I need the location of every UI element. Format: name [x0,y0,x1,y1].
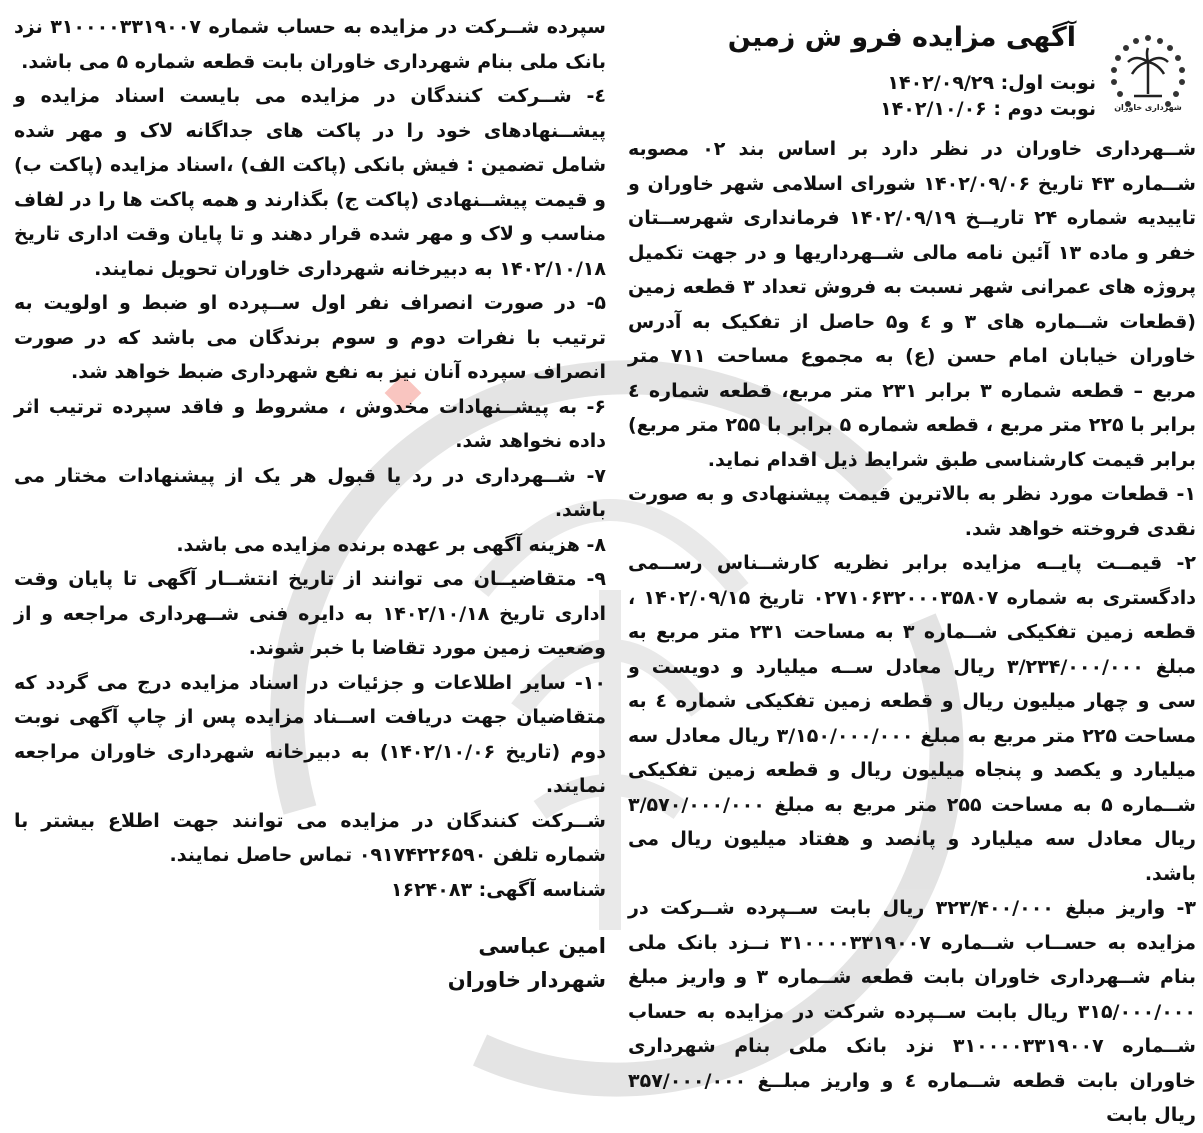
contact-info: شــرکت کنندگان در مزایده می توانند جهت اطلاع بیشتر با شماره تلفن ۰۹۱۷۴۲۲۶۵۹۰ تماس حاصل نمایند. [14,809,606,866]
round-one-date: ۱۴۰۲/۰۹/۲۹ [887,72,995,94]
right-column [628,10,1196,1133]
condition-3-continued: سپرده شــرکت در مزایده به حساب شماره ۳۱۰۰۰۰۳۳۱۹۰۰۷ نزد بانک ملی بنام شهرداری خاوران بابت قطعه شماره ۵ می باشد. [14,16,606,73]
condition-9: ۹- متقاضیــان می توانند از تاریخ انتشــار آگهی تا پایان وقت اداری تاریخ ۱۴۰۲/۱۰/۱۸ به دایره فنی شــهرداری مراجعه و از وضعیت زمین مورد تقاضا با خبر شوند. [14,568,606,659]
round-one-label: نوبت اول: [1000,72,1096,94]
condition-10: ۱۰- سایر اطلاعات و جزئیات در اسناد مزایده درج می گردد که متقاضیان جهت دریافت اســناد مزایده پس از چاپ آگهی نوبت دوم (تاریخ ۱۴۰۲/۱۰/۰۶) به دبیرخانه شهرداری خاوران مراجعه نمایند. [14,671,606,797]
intro-paragraph: شــهرداری خاوران در نظر دارد بر اساس بند ۰۲ مصوبه شــماره ۴۳ تاریخ ۱۴۰۲/۰۹/۰۶ شورای اسلامی شهر خاوران و تاییدیه شماره ۲۴ تاریــخ ۱۴۰۲/۰۹/۱۹ فرمانداری شهرســتان خفر و ماده ۱۳ آئین نامه مالی شــهرداریها و در جهت تکمیل پروژه های عمرانی شهر نسبت به فروش تعداد ۳ قطعه زمین (قطعات شــماره های ۳ و ٤ و۵ حاصل از تفکیک به آدرس خاوران خیابان امام حسن (ع) به مجموع مساحت ۷۱۱ متر مربع – قطعه شماره ۳ برابر ۲۳۱ متر مربع، قطعه شماره ٤ برابر با ۲۲۵ متر مربع ، قطعه شماره ۵ برابر با ۲۵۵ متر مربع) برابر قیمت کارشناسی طبق شرایط ذیل اقدام نماید. [628,138,1197,471]
condition-6: ۶- به پیشــنهادات مخدوش ، مشروط و فاقد سپرده ترتیب اثر داده نخواهد شد. [14,395,606,452]
municipality-palm-logo-icon [1106,32,1190,120]
round-two [880,96,1096,122]
condition-7: ۷- شــهرداری در رد یا قبول هر یک از پیشنهادات مختار می باشد. [14,464,606,521]
round-one [887,70,1096,96]
signature-block [14,929,606,997]
notice-header [628,10,1196,132]
condition-1: ۱- قطعات مورد نظر به بالاترین قیمت پیشنهادی و به صورت نقدی فروخته خواهد شد. [628,483,1196,540]
notice-title: آگهی مزایده فرو ش زمین [727,22,1076,53]
ad-id: شناسه آگهی: ۱۶۲۴۰۸۳ [390,878,606,901]
round-two-label: نوبت دوم : [993,98,1096,120]
condition-5: ۵- در صورت انصراف نفر اول ســپرده او ضبط و اولویت به ترتیب با نفرات دوم و سوم برندگان می باشد که در صورت انصراف سپرده آنان نیز به نفع شهرداری ضبط خواهد شد. [14,292,606,383]
signer-title: شهردار خاوران [447,968,606,992]
condition-3: ۳- واریز مبلغ ۳۲۳/۴۰۰/۰۰۰ ریال بابت ســپرده شــرکت در مزایده به حســاب شــماره ۳۱۰۰۰۰۳۳۱۹۰۰۷ نــزد بانک ملی بنام شــهرداری خاوران بابت قطعه شــماره ۳ و واریز مبلغ ۳۱۵/۰۰۰/۰۰۰ ریال بابت ســپرده شرکت در مزایده به حساب شــماره ۳۱۰۰۰۰۳۳۱۹۰۰۷ نزد بانک ملی بنام شهرداری خاوران بابت قطعه شــماره ٤ و واریز مبلــغ ۳۵۷/۰۰۰/۰۰۰ ریال بابت [628,897,1197,1126]
round-two-date: ۱۴۰۲/۱۰/۰۶ [880,98,987,120]
signer-name: امین عباسی [478,934,606,958]
condition-4: ٤- شــرکت کنندگان در مزایده می بایست اسناد مزایده و پیشــنهادهای خود را در پاکت های جداگانه لاک و مهر شده شامل تضمین : فیش بانکی (پاکت الف) ،اسناد مزایده (پاکت ب) و قیمت پیشــنهادی (پاکت ج) بگذارند و همه پاکت ها را در لفاف مناسب و لاک و مهر شده قرار دهند و تا پایان وقت اداری تاریخ ۱۴۰۲/۱۰/۱۸ به دبیرخانه شهرداری خاوران تحویل نمایند. [14,85,606,280]
condition-8: ۸- هزینه آگهی بر عهده برنده مزایده می باشد. [176,533,606,556]
condition-2: ۲- قیمــت پایــه مزایده برابر نظریه کارشــناس رســمی دادگستری به شماره ۰۲۷۱۰۶۳۲۰۰۰۳۵۸۰۷ تاریخ ۱۴۰۲/۰۹/۱۵ ، قطعه زمین تفکیکی شــماره ۳ به مساحت ۲۳۱ متر مربع به مبلغ ۳/۲۳۴/۰۰۰/۰۰۰ ریال معادل ســه میلیارد و دویست و سی و چهار میلیون ریال و قطعه زمین تفکیکی شماره ٤ به مساحت ۲۲۵ متر مربع به مبلغ ۳/۱۵۰/۰۰۰/۰۰۰ ریال معادل سه میلیارد و یکصد و پنجاه میلیون ریال و قطعه زمین تفکیکی شــماره ۵ به مساحت ۲۵۵ متر مربع به مبلغ ۳/۵۷۰/۰۰۰/۰۰۰ ریال معادل سه میلیارد و پانصد و هفتاد میلیون ریال می باشد. [628,552,1197,885]
left-column [14,10,606,997]
svg-text:شهرداری خاوران: شهرداری خاوران [1114,103,1182,112]
